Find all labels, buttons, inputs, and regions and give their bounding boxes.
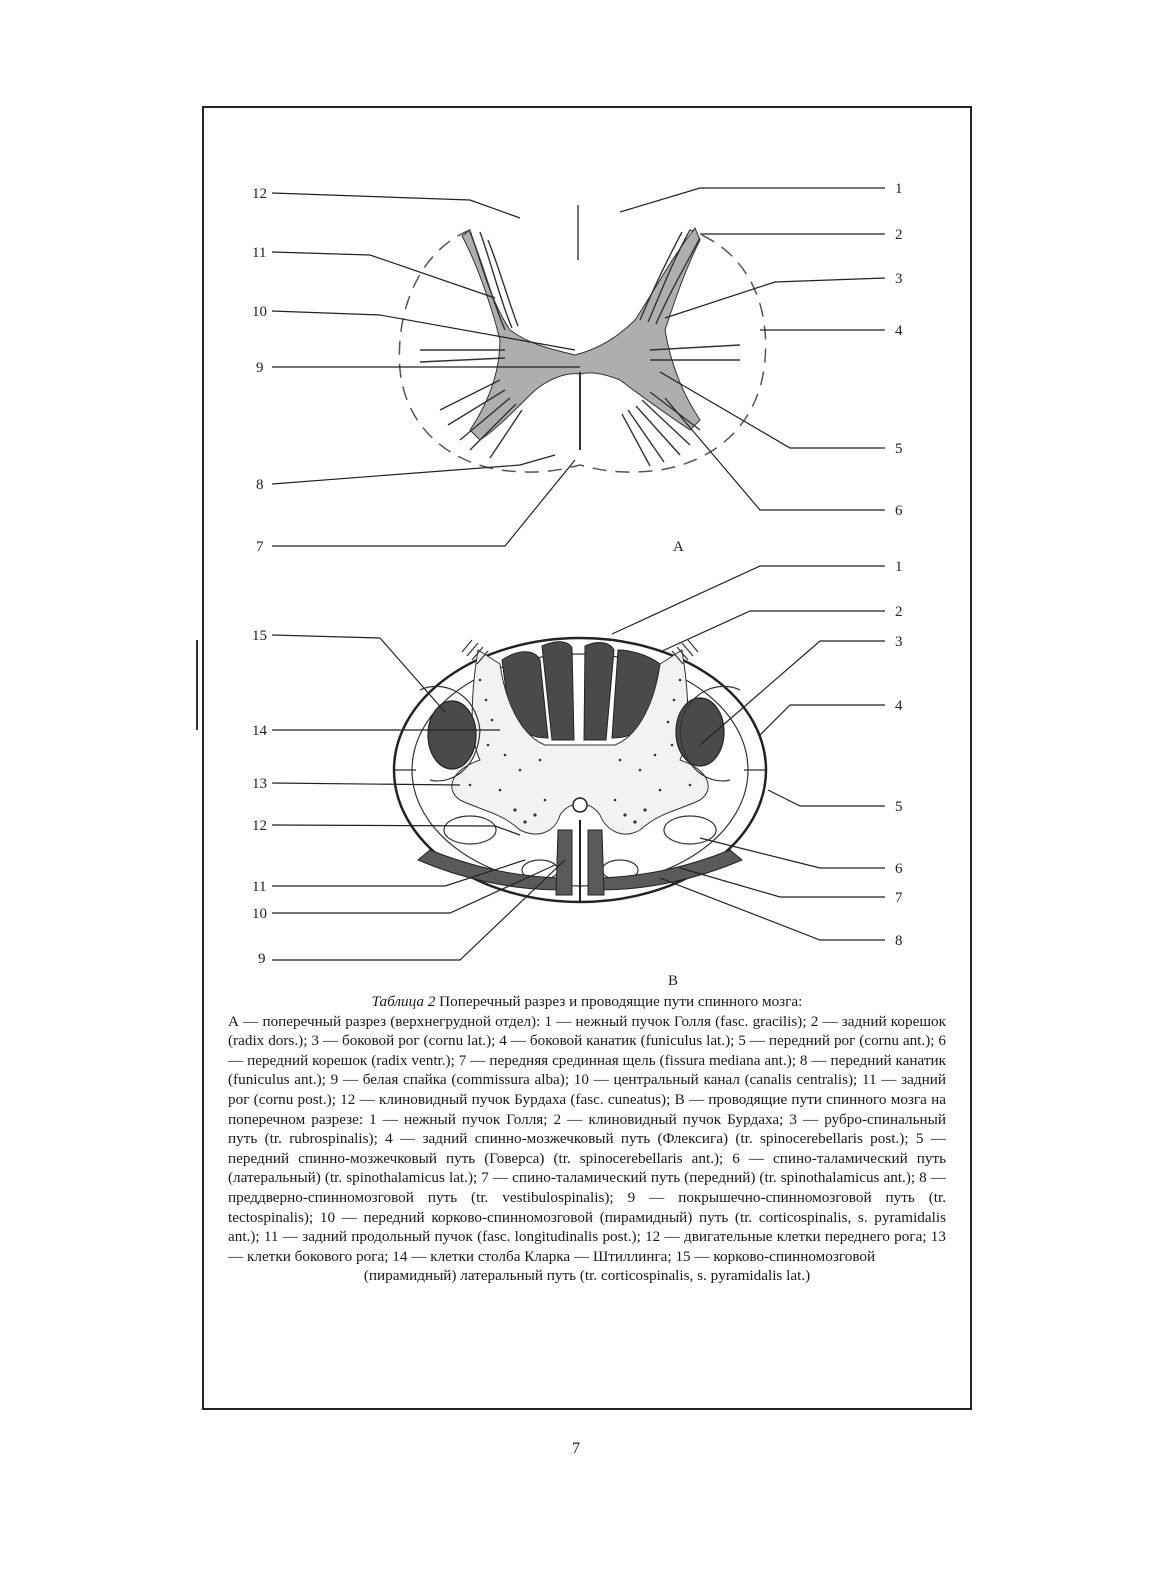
cord-outline-a (399, 230, 765, 472)
label-a-7: 7 (256, 539, 264, 555)
label-a-5: 5 (895, 441, 903, 457)
label-b-10: 10 (252, 906, 267, 922)
label-b-8: 8 (895, 933, 903, 949)
label-a-12: 12 (252, 186, 267, 202)
label-a-4: 4 (895, 323, 903, 339)
labels-a-right (895, 181, 903, 519)
label-a-11: 11 (252, 245, 267, 261)
panel-label-b: В (668, 973, 679, 989)
label-a-9: 9 (256, 360, 264, 376)
label-b-4: 4 (895, 698, 903, 714)
caption-title-italic: Таблица 2 (371, 993, 436, 1010)
label-b-6: 6 (895, 861, 903, 877)
label-a-2: 2 (895, 227, 903, 243)
label-b-13: 13 (252, 776, 267, 792)
page-number: 7 (572, 1440, 580, 1457)
caption-tail: (пирамидный) латеральный путь (tr. corticospinalis, s. pyramidalis lat.) (363, 1267, 811, 1285)
label-b-7: 7 (895, 890, 903, 906)
labels-b-left (252, 628, 268, 967)
label-b-2: 2 (895, 604, 903, 620)
labels-b-right (895, 559, 903, 949)
panel-label-a: А (673, 539, 684, 555)
label-a-3: 3 (895, 271, 903, 287)
label-b-3: 3 (895, 634, 903, 650)
lateral-tract-left-b (428, 701, 476, 769)
figure-caption (228, 992, 946, 1286)
label-b-15: 15 (252, 628, 267, 644)
anterior-pyramidal-right-b (588, 830, 604, 895)
caption-body: А — поперечный разрез (верхнегрудной отдел): 1 — нежный пучок Голля (fasc. gracilis); 2 — задний корешок (radix dors.); 3 — боковой рог (cornu lat.); 4 — боковой канатик (funiculus lat.); 5 — передний рог (cornu ant.); 6 — передний корешок (radix ventr.); 7 — передняя срединная щель (fissura mediana ant.); 8 — передний канатик (funiculus ant.); 9 — белая спайка (commissura alba); 10 — центральный канал (canalis centralis); 11 — задний рог (cornu post.); 12 — клиновидный пучок Бурдаха (fasc. cuneatus); В — проводящие пути спинного мозга на поперечном разрезе: 1 — нежный пучок Голля; 2 — клиновидный пучок Бурдаха; 3 — рубро-спинальный путь (tr. rubrospinalis); 4 — задний спинно-мозжечковый путь (Флексига) (tr. spinocerebellaris post.); 5 — передний спинно-мозжечковый путь (Говерса) (tr. spinocerebellaris ant.); 6 — спино-таламический путь (латеральный) (tr. spinothalamicus lat.); 7 — спино-таламический путь (передний) (tr. spinothalamicus ant.); 8 — преддверно-спинномозговой путь (tr. vestibulospinalis); 9 — покрышечно-спинномозговой путь (tr. tectospinalis); 10 — передний корково-спинномозговой (пирамидный) путь (tr. corticospinalis, s. pyramidalis ant.); 11 — задний продольный пучок (fasc. longitudinalis post.); 12 — двигательные клетки переднего рога; 13 — клетки бокового рога; 14 — клетки столба Кларка — Штиллинга; 15 — корково-спинномозговой (228, 1012, 946, 1265)
label-a-8: 8 (256, 477, 264, 493)
caption-title-rest: Поперечный разрез и проводящие пути спинного мозга: (435, 993, 803, 1010)
anterior-pyramidal-left-b (556, 830, 572, 895)
label-b-9: 9 (258, 951, 266, 967)
labels-a-left (252, 186, 267, 555)
lateral-tract-right-b (676, 698, 724, 766)
figure-b (252, 559, 903, 989)
label-a-6: 6 (895, 503, 903, 519)
caption-title (228, 992, 946, 1012)
label-b-12: 12 (252, 818, 267, 834)
label-b-11: 11 (252, 879, 267, 895)
figure-a (252, 181, 903, 555)
label-b-14: 14 (252, 723, 267, 739)
label-a-10: 10 (252, 304, 267, 320)
central-canal-b (573, 798, 587, 812)
label-b-5: 5 (895, 799, 903, 815)
label-b-1: 1 (895, 559, 903, 575)
label-a-1: 1 (895, 181, 903, 197)
